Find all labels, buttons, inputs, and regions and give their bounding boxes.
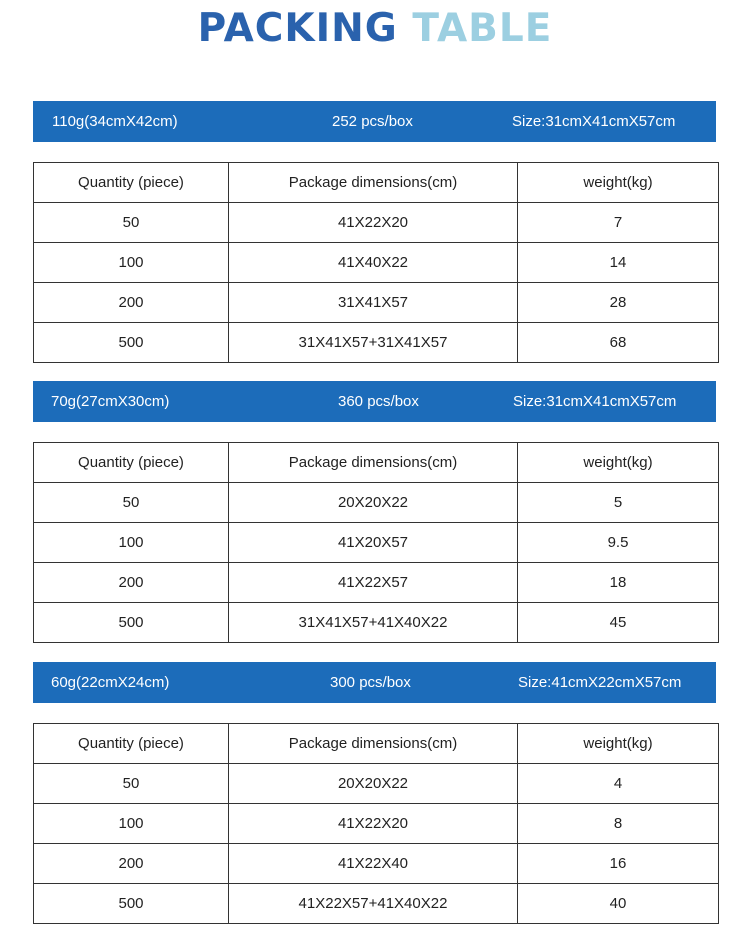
cell-dimensions: 31X41X57+31X41X57 [229, 323, 518, 363]
cell-dimensions: 20X20X22 [229, 483, 518, 523]
cell-dimensions: 41X22X20 [229, 804, 518, 844]
section-header-70g [33, 381, 716, 422]
cell-dimensions: 20X20X22 [229, 764, 518, 804]
cell-weight: 14 [518, 243, 719, 283]
cell-weight: 7 [518, 203, 719, 243]
cell-quantity: 50 [34, 203, 229, 243]
section-header-60g [33, 662, 716, 703]
table-row [34, 804, 719, 844]
table-row [34, 283, 719, 323]
cell-weight: 5 [518, 483, 719, 523]
table-header-row [34, 443, 719, 483]
cell-dimensions: 41X40X22 [229, 243, 518, 283]
cell-weight: 28 [518, 283, 719, 323]
table-row [34, 603, 719, 643]
table-header-row [34, 163, 719, 203]
cell-quantity: 500 [34, 603, 229, 643]
cell-weight: 40 [518, 884, 719, 924]
cell-weight: 68 [518, 323, 719, 363]
cell-quantity: 100 [34, 523, 229, 563]
column-header-dimensions: Package dimensions(cm) [229, 443, 518, 483]
column-header-dimensions: Package dimensions(cm) [229, 163, 518, 203]
column-header-weight: weight(kg) [518, 443, 719, 483]
cell-weight: 16 [518, 844, 719, 884]
cell-dimensions: 41X22X57 [229, 563, 518, 603]
cell-weight: 8 [518, 804, 719, 844]
cell-dimensions: 41X22X20 [229, 203, 518, 243]
section-box-size: Size:31cmX41cmX57cm [513, 393, 677, 410]
cell-weight: 18 [518, 563, 719, 603]
table-row [34, 523, 719, 563]
table-row [34, 323, 719, 363]
column-header-quantity: Quantity (piece) [34, 163, 229, 203]
title-word-packing: PACKING [197, 6, 398, 51]
section-header-110g [33, 101, 716, 142]
page-title [0, 6, 750, 52]
cell-dimensions: 41X22X40 [229, 844, 518, 884]
cell-quantity: 500 [34, 323, 229, 363]
table-header-row [34, 724, 719, 764]
table-row [34, 844, 719, 884]
section-pcs-per-box: 252 pcs/box [332, 113, 413, 130]
section-box-size: Size:31cmX41cmX57cm [512, 113, 676, 130]
column-header-weight: weight(kg) [518, 163, 719, 203]
table-row [34, 764, 719, 804]
cell-weight: 9.5 [518, 523, 719, 563]
cell-quantity: 200 [34, 283, 229, 323]
cell-weight: 4 [518, 764, 719, 804]
cell-quantity: 200 [34, 844, 229, 884]
cell-dimensions: 31X41X57+41X40X22 [229, 603, 518, 643]
cell-quantity: 100 [34, 243, 229, 283]
table-row [34, 243, 719, 283]
table-row [34, 563, 719, 603]
section-spec: 110g(34cmX42cm) [52, 113, 178, 130]
cell-quantity: 50 [34, 483, 229, 523]
table-row [34, 884, 719, 924]
cell-quantity: 200 [34, 563, 229, 603]
column-header-quantity: Quantity (piece) [34, 443, 229, 483]
cell-quantity: 500 [34, 884, 229, 924]
section-spec: 60g(22cmX24cm) [51, 674, 170, 691]
section-box-size: Size:41cmX22cmX57cm [518, 674, 682, 691]
section-pcs-per-box: 360 pcs/box [338, 393, 419, 410]
section-pcs-per-box: 300 pcs/box [330, 674, 411, 691]
cell-quantity: 100 [34, 804, 229, 844]
packing-table-110g [33, 162, 719, 363]
column-header-quantity: Quantity (piece) [34, 724, 229, 764]
cell-weight: 45 [518, 603, 719, 643]
cell-quantity: 50 [34, 764, 229, 804]
section-spec: 70g(27cmX30cm) [51, 393, 170, 410]
column-header-dimensions: Package dimensions(cm) [229, 724, 518, 764]
cell-dimensions: 41X22X57+41X40X22 [229, 884, 518, 924]
table-row [34, 483, 719, 523]
cell-dimensions: 31X41X57 [229, 283, 518, 323]
packing-table-60g [33, 723, 719, 924]
table-row [34, 203, 719, 243]
column-header-weight: weight(kg) [518, 724, 719, 764]
packing-table-70g [33, 442, 719, 643]
title-word-table: TABLE [412, 6, 553, 51]
cell-dimensions: 41X20X57 [229, 523, 518, 563]
